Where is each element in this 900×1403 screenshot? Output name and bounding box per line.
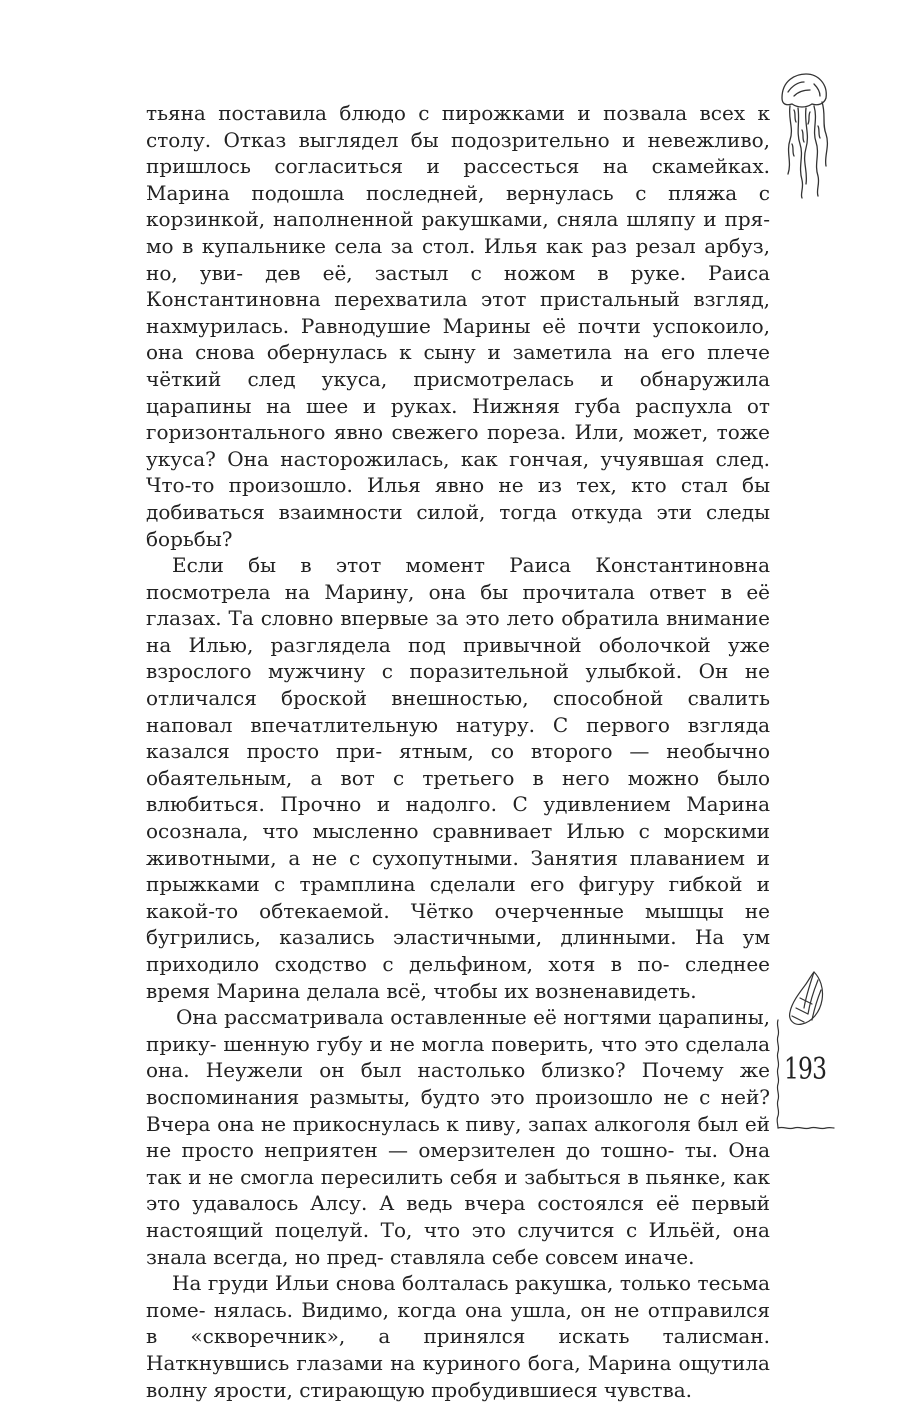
text-line: длинными. На ум приходило сходство с дельфином, хотя в по- bbox=[146, 925, 770, 976]
paragraph bbox=[146, 100, 770, 552]
text-line: с трамплина сделали его фигуру гибкой и какой-то обтекаемой. bbox=[146, 872, 770, 923]
text-line: мо в купальнике села за стол. Илья как раз резал арбуз, но, уви- bbox=[146, 233, 770, 285]
text-line: это лето обратила внимание на Илью, разглядела под привычной bbox=[146, 606, 770, 657]
text-line: алкоголя был ей не просто неприятен — омерзителен до тошно- bbox=[146, 1111, 770, 1163]
text-line: следнее время Марина делала всё, чтобы их возненавидеть. bbox=[146, 952, 771, 1003]
text-line: Если бы в этот момент Раиса Константиновна посмотрела на bbox=[146, 553, 770, 604]
text-line: дев её, застыл с ножом в руке. Раиса Константиновна перехватила bbox=[146, 260, 771, 312]
text-line: этот пристальный взгляд, нахмурилась. Равнодушие Марины её bbox=[146, 287, 770, 338]
text-line: плече чёткий след укуса, присмотрелась и обнаружила царапины bbox=[146, 340, 770, 418]
text-line: оболочкой уже взрослого мужчину с поразительной улыбкой. Он bbox=[146, 632, 770, 684]
body-text bbox=[146, 100, 770, 1403]
text-line: выглядел бы подозрительно и невежливо, пришлось согласиться и bbox=[146, 127, 770, 179]
text-line: не отличался броской внешностью, способной свалить наповал bbox=[146, 659, 770, 737]
paragraph bbox=[146, 1004, 770, 1270]
text-line: кто стал бы добиваться взаимности силой, тогда откуда эти следы bbox=[146, 473, 770, 524]
text-line: гончая, учуявшая след. Что-то произошло. Илья явно не из тех, bbox=[146, 446, 770, 498]
text-line: борьбы? bbox=[146, 526, 233, 551]
text-line: а принялся искать талисман. Наткнувшись глазами на куриного bbox=[146, 1324, 770, 1375]
text-line: пляжа с корзинкой, наполненной ракушками, сняла шляпу и пря- bbox=[146, 180, 770, 232]
text-line: шенную губу и не могла поверить, что это сделала она. Неужели он bbox=[146, 1031, 770, 1083]
text-line: свежего пореза. Или, может, тоже укуса? Она насторожилась, как bbox=[146, 420, 770, 471]
text-line: был настолько близко? Почему же воспоминания размыты, будто bbox=[146, 1058, 770, 1109]
text-line: Марину, она бы прочитала ответ в её глазах. Та словно впервые за bbox=[146, 579, 770, 631]
text-line: поцелуй. То, что это случится с Ильёй, она знала всегда, но пред- bbox=[146, 1217, 770, 1269]
text-line: бога, Марина ощутила волну ярости, стирающую пробудившиеся bbox=[146, 1350, 770, 1402]
jellyfish-icon bbox=[774, 70, 834, 200]
text-line: него можно было влюбиться. Прочно и надолго. С удивлением bbox=[146, 765, 770, 817]
page-number: 193 bbox=[783, 1052, 827, 1087]
text-line: На груди Ильи снова болталась ракушка, только тесьма поме- bbox=[146, 1271, 770, 1322]
text-line: это удавалось Алсу. А ведь вчера состоялся её первый настоящий bbox=[146, 1191, 770, 1242]
text-line: на шее и руках. Нижняя губа распухла от горизонтального явно bbox=[146, 393, 770, 445]
text-line: впечатлительную натуру. С первого взгляда казался просто при- bbox=[146, 712, 771, 764]
text-line: Она рассматривала оставленные её ногтями царапины, прику- bbox=[146, 1005, 770, 1056]
text-line: животными, а не с сухопутными. Занятия плаванием и прыжками bbox=[146, 845, 770, 897]
text-line: ты. Она так и не смогла пересилить себя и забыться в пьянке, как bbox=[146, 1138, 770, 1189]
text-line: это произошло не с ней? Вчера она не прикоснулась к пиву, запах bbox=[146, 1084, 770, 1136]
text-line: нялась. Видимо, когда она ушла, он не отправился в «скворечник», bbox=[146, 1297, 770, 1349]
text-line: ятным, со второго — необычно обаятельным, а вот с третьего в bbox=[146, 739, 771, 790]
paragraph bbox=[146, 1270, 770, 1403]
text-line: чувства. bbox=[603, 1377, 692, 1402]
text-line: ставляла себе совсем иначе. bbox=[390, 1244, 695, 1269]
text-line: рассесться на скамейках. Марина подошла последней, вернулась с bbox=[146, 154, 770, 205]
paragraph bbox=[146, 552, 770, 1004]
text-line: почти успокоило, она снова обернулась к сыну и заметила на его bbox=[146, 313, 770, 365]
text-line: тьяна поставила блюдо с пирожками и позвала всех к столу. Отказ bbox=[146, 101, 770, 152]
text-line: Марина осознала, что мысленно сравнивает Илью с морскими bbox=[146, 792, 770, 844]
text-line: Чётко очерченные мышцы не бугрились, казались эластичными, bbox=[146, 898, 770, 950]
